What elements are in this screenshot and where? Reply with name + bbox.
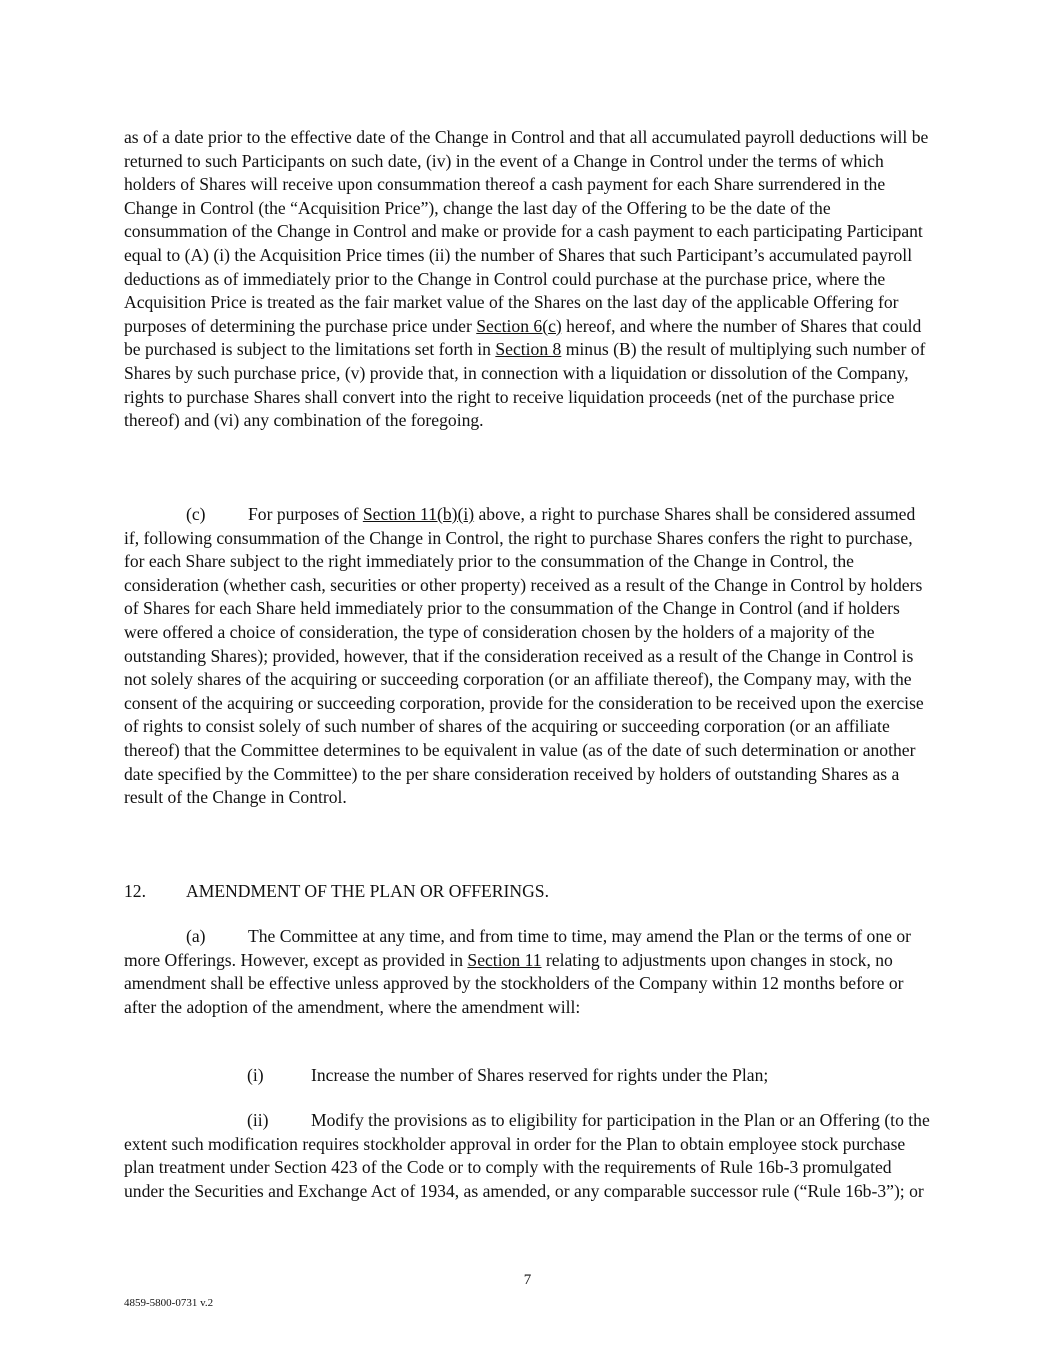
paragraph-text: above, a right to purchase Shares shall be considered assumed if, following consummation of the Change in Control, the right to purchase Shares confers the right to purchase, for each Share subject to the right immediately prior to the consummation of the Change in Control, the consideration (whether cash, securities or other property) received as a result of the Change in Control by holders of Shares for each Share held immediately prior to the consummation of the Change in Control (and if holders were offered a choice of consideration, the type of consideration chosen by the holders of a majority of the outstanding Shares); provided, however, that if the consideration received as a result of the Change in Control is not solely shares of the acquiring or succeeding corporation (or an affiliate thereof), the Company may, with the consent of the acquiring or succeeding corporation, provide for the consideration to be received upon the exercise of rights to consist solely of such number of shares of the acquiring or succeeding corporation (or an affiliate thereof) that the Committee determines to be equivalent in value (as of the date of such determination or another date specified by the Committee) to the per share consideration received by holders of outstanding Shares as a result of the Change in Control. [124,504,924,808]
section-11bi-reference: Section 11(b)(i) [362,504,475,524]
paragraph-b-continued [124,126,932,433]
section-11-reference: Section 11 [467,949,542,970]
section-number: 12. [124,881,146,901]
item-ii [124,1109,932,1203]
item-ii-label: (ii) [247,1110,269,1130]
item-i-label: (i) [247,1065,264,1085]
paragraph-text: The Committee at any time, and from time to time, may amend the Plan or the terms of one or more Offerings. However, except as provided in [124,926,912,970]
page-number: 7 [523,1272,532,1288]
paragraph-text: minus (B) the result of multiplying such number of Shares by such purchase price, (v) provide that, in connection with a liquidation or dissolution of the Company, rights to purchase Shares shall convert into the right to receive liquidation proceeds (net of the purchase price thereof) and (vi) any combination of the foregoing. [124,339,926,431]
paragraph-c [124,503,932,810]
paragraph-a-label: (a) [186,926,206,946]
section-6c-reference: Section 6(c) [476,315,562,336]
paragraph-text: For purposes of [248,504,363,524]
section-title: AMENDMENT OF THE PLAN OR OFFERINGS. [186,881,549,901]
document-id: 4859-5800-0731 v.2 [124,1297,214,1309]
paragraph-c-label: (c) [186,504,206,524]
section-8-reference: Section 8 [495,339,562,360]
paragraph-text: hereof, and where the number of Shares that could be purchased is subject to the limitations set forth in [124,315,922,360]
section-12-heading [124,880,932,904]
item-i [247,1064,768,1088]
paragraph-a [124,925,932,1019]
paragraph-text: relating to adjustments upon changes in stock, no amendment shall be effective unless approved by the stockholders of the Company within 12 months before or after the adoption of the amendment, where the amendment will: [124,949,904,1017]
item-i-text: Increase the number of Shares reserved for rights under the Plan; [311,1065,769,1085]
paragraph-text: as of a date prior to the effective date of the Change in Control and that all accumulated payroll deductions will be returned to such Participants on such date, (iv) in the event of a Change in Control under the terms of which holders of Shares will receive upon consummation thereof a cash payment for each Share surrendered in the Change in Control (the “Acquisition Price”), change the last day of the Offering to be the date of the consummation of the Change in Control and make or provide for a cash payment to each participating Participant equal to (A) (i) the Acquisition Price times (ii) the number of Shares that such Participant’s accumulated payroll deductions as of immediately prior to the Change in Control could purchase at the purchase price, where the Acquisition Price is treated as the fair market value of the Shares on the last day of the applicable Offering for purposes of determining the purchase price under [124,127,929,336]
item-ii-text: Modify the provisions as to eligibility for participation in the Plan or an Offering (to the extent such modification requires stockholder approval in order for the Plan to obtain employee stock purchase plan treatment under Section 423 of the Code or to comply with the requirements of Rule 16b-3 promulgated under the Securities and Exchange Act of 1934, as amended, or any comparable successor rule (“Rule 16b-3”); or [124,1110,930,1201]
